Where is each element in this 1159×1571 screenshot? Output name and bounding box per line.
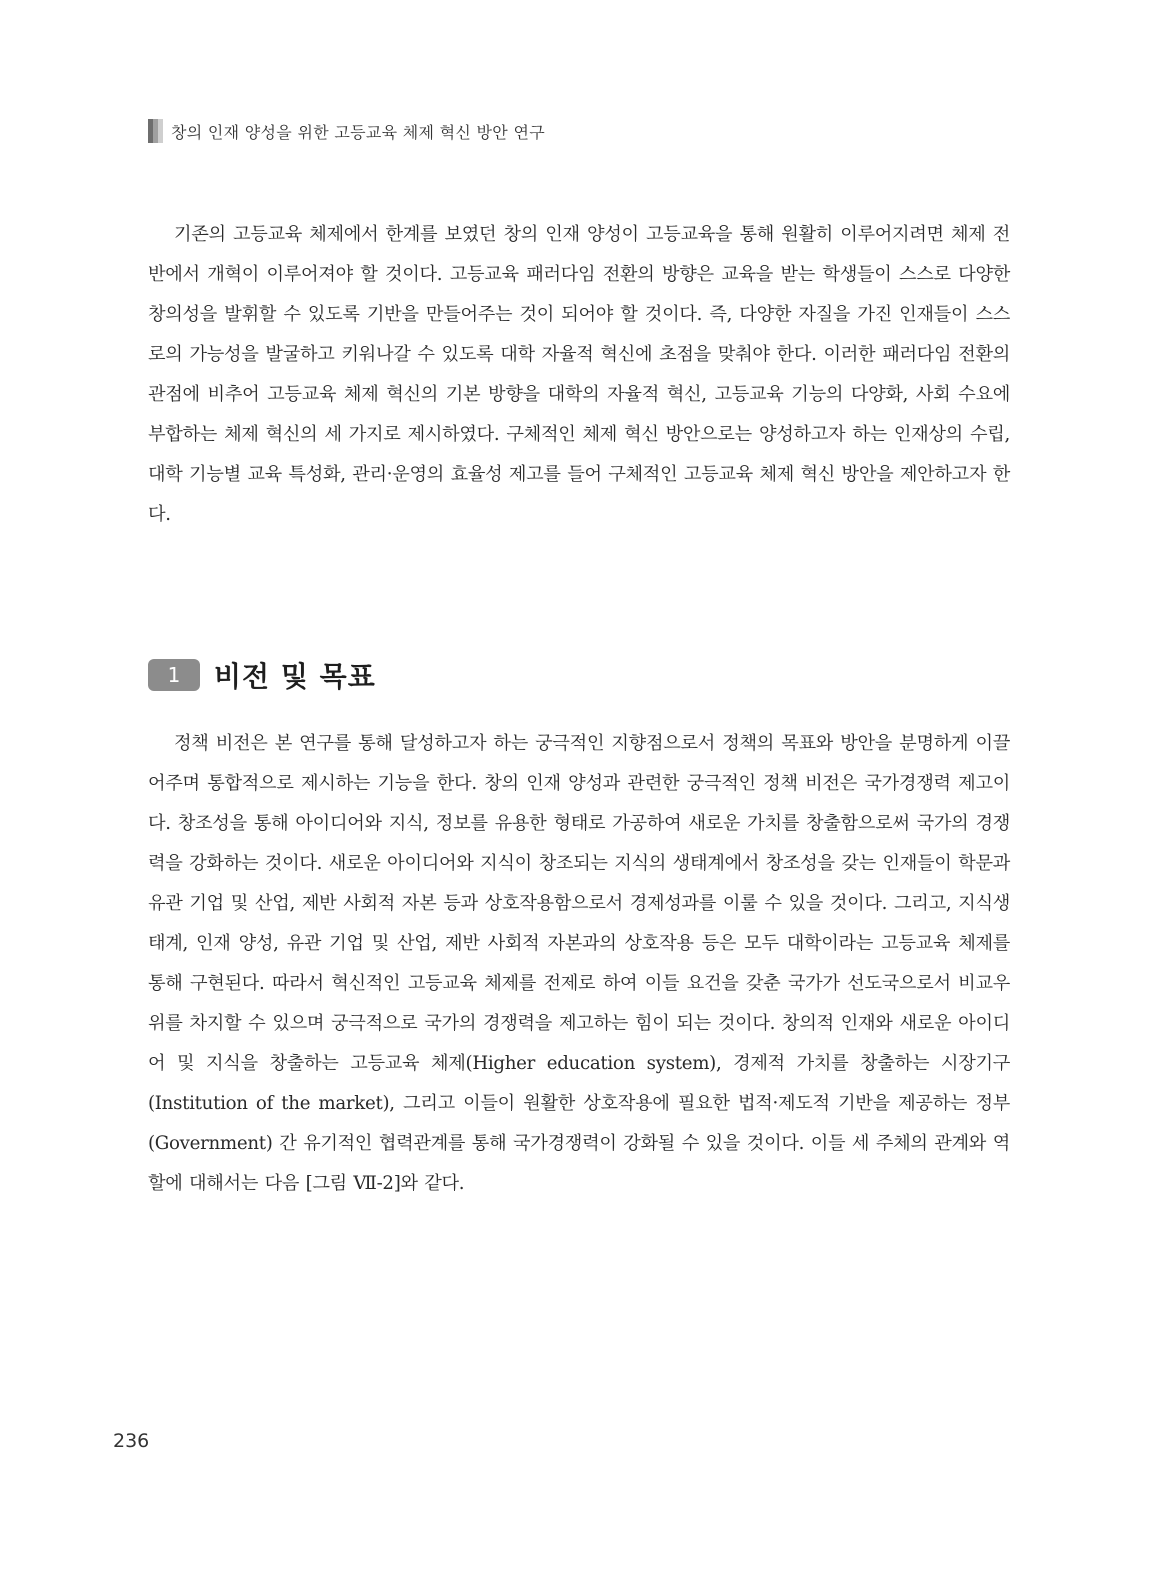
intro-paragraph: 기존의 고등교육 체제에서 한계를 보였던 창의 인재 양성이 고등교육을 통해 원활히 이루어지려면 체제 전반에서 개혁이 이루어져야 할 것이다. 고등교육 패러다임 전환의 방향은 교육을 받는 학생들이 스스로 다양한 창의성을 발휘할 수 있도록 기반을 만들어주는 것이 되어야 할 것이다. 즉, 다양한 자질을 가진 인재들이 스스로의 가능성을 발굴하고 키워나갈 수 있도록 대학 자율적 혁신에 초점을 맞춰야 한다. 이러한 패러다임 전환의 관점에 비추어 고등교육 체제 혁신의 기본 방향을 대학의 자율적 혁신, 고등교육 기능의 다양화, 사회 수요에 부합하는 체제 혁신의 세 가지로 제시하였다. 구체적인 체제 혁신 방안으로는 양성하고자 하는 인재상의 수립, 대학 기능별 교육 특성화, 관리·운영의 효율성 제고를 들어 구체적인 고등교육 체제 혁신 방안을 제안하고자 한다. bbox=[148, 224, 1010, 525]
section-title: 비전 및 목표 bbox=[214, 660, 376, 693]
running-header-title: 창의 인재 양성을 위한 고등교육 체제 혁신 방안 연구 bbox=[171, 122, 545, 142]
section-number-badge: 1 bbox=[148, 659, 200, 691]
section-paragraph: 정책 비전은 본 연구를 통해 달성하고자 하는 궁극적인 지향점으로서 정책의 목표와 방안을 분명하게 이끌어주며 통합적으로 제시하는 기능을 한다. 창의 인재 양성과 관련한 궁극적인 정책 비전은 국가경쟁력 제고이다. 창조성을 통해 아이디어와 지식, 정보를 유용한 형태로 가공하여 새로운 가치를 창출함으로써 국가의 경쟁력을 강화하는 것이다. 새로운 아이디어와 지식이 창조되는 지식의 생태계에서 창조성을 갖는 인재들이 학문과 유관 기업 및 산업, 제반 사회적 자본 등과 상호작용함으로서 경제성과를 이룰 수 있을 것이다. 그리고, 지식생태계, 인재 양성, 유관 기업 및 산업, 제반 사회적 자본과의 상호작용 등은 모두 대학이라는 고등교육 체제를 통해 구현된다. 따라서 혁신적인 고등교육 체제를 전제로 하여 이들 요건을 갖춘 국가가 선도국으로서 비교우위를 차지할 수 있으며 궁극적으로 국가의 경쟁력을 제고하는 힘이 되는 것이다. 창의적 인재와 새로운 아이디어 및 지식을 창출하는 고등교육 체제(Higher education system), 경제적 가치를 창출하는 시장기구(Institution of the market), 그리고 이들이 원활한 상호작용에 필요한 법적·제도적 기반을 제공하는 정부(Government) 간 유기적인 협력관계를 통해 국가경쟁력이 강화될 수 있을 것이다. 이들 세 주체의 관계와 역할에 대해서는 다음 [그림 Ⅶ-2]와 같다. bbox=[148, 733, 1010, 1194]
header-marker-bars bbox=[148, 119, 163, 143]
running-header bbox=[148, 118, 545, 144]
section-heading bbox=[148, 655, 376, 695]
page-number: 236 bbox=[113, 1430, 150, 1452]
